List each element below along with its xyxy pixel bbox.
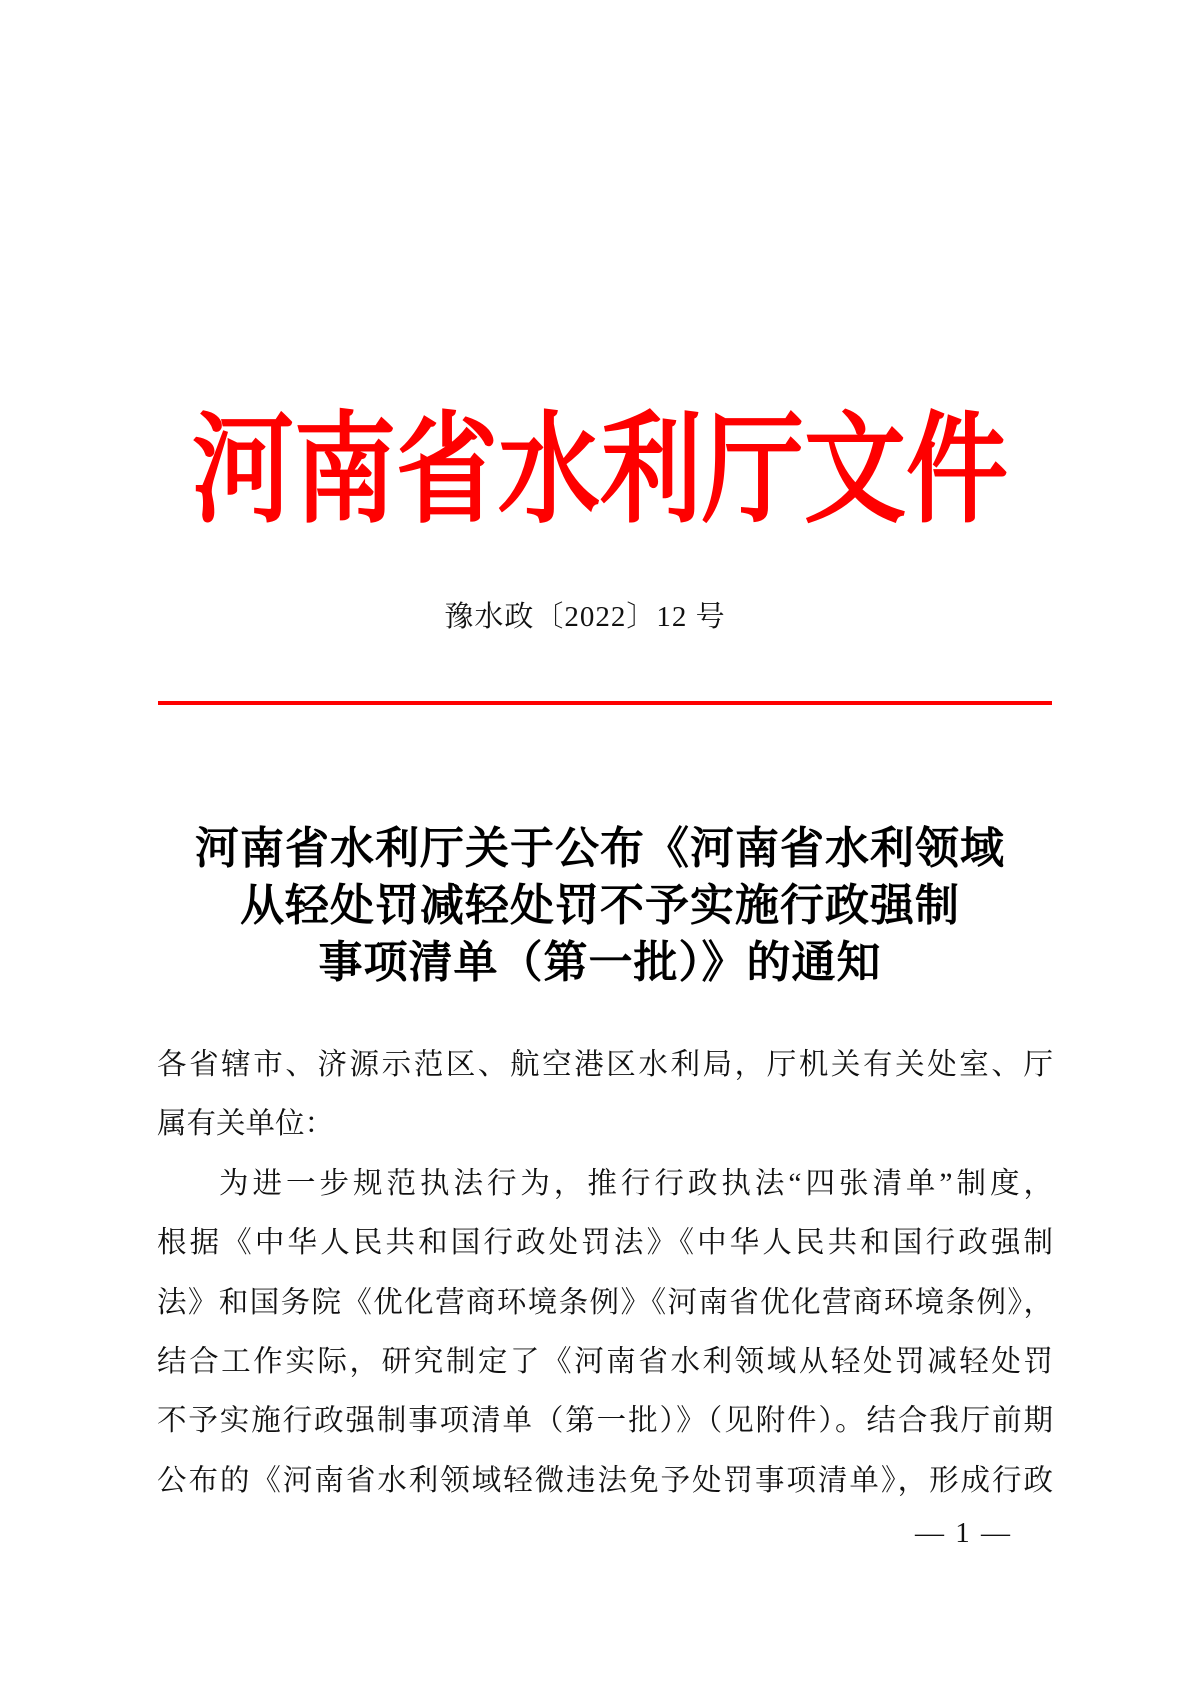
title-line-1: 河南省水利厅关于公布《河南省水利领域 (195, 824, 1005, 873)
body-line-6: 公布的《河南省水利领域轻微违法免予处罚事项清单》，形成行政 (157, 1464, 1053, 1497)
page-number: — 1 — (915, 1517, 1012, 1549)
body-line-4: 结合工作实际，研究制定了《河南省水利领域从轻处罚减轻处罚 (157, 1346, 1053, 1379)
agency-letterhead-title: 河南省水利厅文件 (192, 404, 1008, 537)
body-line-2: 根据《中华人民共和国行政处罚法》《中华人民共和国行政强制 (157, 1227, 1053, 1260)
addressee-line-2: 属有关单位： (157, 1108, 335, 1141)
doc-number: 豫水政〔2022〕12 号 (444, 601, 726, 633)
title-line-2: 从轻处罚减轻处罚不予实施行政强制 (240, 881, 960, 930)
body-line-3: 法》和国务院《优化营商环境条例》《河南省优化营商环境条例》， (157, 1286, 1053, 1319)
addressee-line-1: 各省辖市、济源示范区、航空港区水利局，厅机关有关处室、厅 (157, 1049, 1053, 1081)
body-line-1: 为进一步规范执法行为，推行行政执法“四张清单”制度， (219, 1167, 1053, 1200)
red-divider-line (158, 701, 1052, 705)
document-title (0, 820, 1200, 991)
body-line-5: 不予实施行政强制事项清单（第一批）》（见附件）。结合我厅前期 (157, 1405, 1053, 1438)
title-line-3: 事项清单（第一批）》的通知 (318, 938, 882, 987)
document-body (157, 1036, 1053, 1511)
